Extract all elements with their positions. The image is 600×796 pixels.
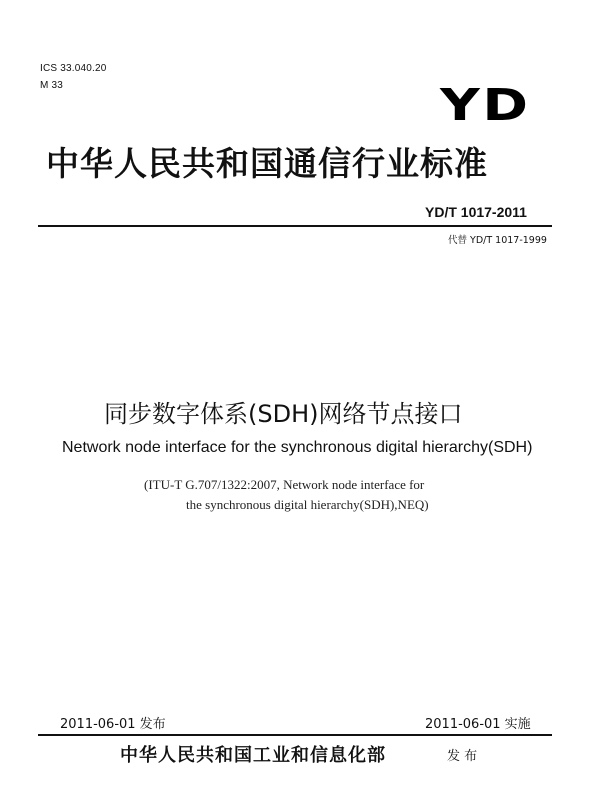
header-divider [38,225,552,227]
footer-divider [38,734,552,736]
ics-number: ICS 33.040.20 [40,63,107,74]
document-title-en: Network node interface for the synchronous digital hierarchy(SDH) [62,439,533,456]
publisher-name: 中华人民共和国工业和信息化部 [120,745,386,766]
document-title-cn: 同步数字体系(SDH)网络节点接口 [104,400,463,428]
standard-type-title: 中华人民共和国通信行业标准 [46,144,488,183]
adoption-note-line2: the synchronous digital hierarchy(SDH),NEQ) [186,497,429,512]
adoption-note-line1: (ITU-T G.707/1322:2007, Network node interface for [144,477,425,492]
yd-logo: YD [440,80,531,131]
implementation-date: 2011-06-01 实施 [425,717,531,732]
publisher-suffix: 发 布 [447,749,478,764]
release-date: 2011-06-01 发布 [60,717,166,732]
replaces-code: 代替 YD/T 1017-1999 [448,235,547,246]
standard-code: YD/T 1017-2011 [425,204,527,220]
category-code: M 33 [40,80,64,91]
